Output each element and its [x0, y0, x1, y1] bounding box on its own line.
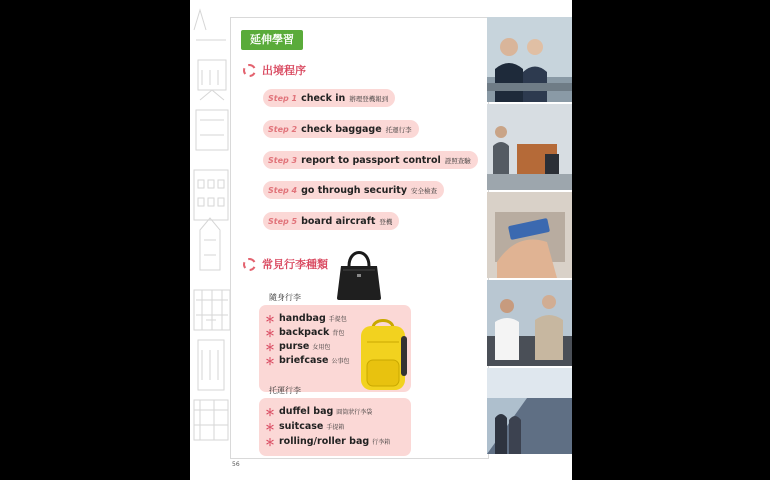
list-item: ＊ purse 女用包 [265, 341, 331, 354]
list-item: ＊ suitcase 手提箱 [265, 421, 345, 434]
checked-list [259, 398, 411, 456]
city-skyline-illustration [190, 0, 234, 480]
dashed-circle-icon [243, 258, 256, 271]
step-1: Step 1 check in 辦理登機報到 [263, 89, 395, 107]
step-5: Step 5 board aircraft 登機 [263, 212, 399, 230]
list-item: ＊ duffel bag 圓筒狀行李袋 [265, 406, 373, 419]
boarding-photo [487, 368, 572, 454]
step-4: Step 4 go through security 安全檢查 [263, 181, 444, 199]
baggage-photo [487, 104, 572, 190]
backpack-illustration [355, 316, 411, 394]
list-item: ＊ rolling/roller bag 行李箱 [265, 436, 391, 449]
dashed-circle-icon [243, 64, 256, 77]
checked-title: 托運行李 [269, 386, 301, 395]
page-number: 56 [232, 461, 240, 468]
security-photo [487, 280, 572, 366]
handbag-illustration [335, 244, 383, 302]
book-page [190, 0, 572, 480]
passport-photo [487, 192, 572, 278]
carry-on-title: 隨身行李 [269, 293, 301, 302]
step-3: Step 3 report to passport control 證照查驗 [263, 151, 478, 169]
check-in-photo [487, 17, 572, 102]
luggage-heading: 常見行李種類 [243, 256, 328, 272]
list-item: ＊ handbag 手提包 [265, 313, 347, 326]
list-item: ＊ briefcase 公事包 [265, 355, 350, 368]
section-tag: 延伸學習 [241, 30, 303, 50]
list-item: ＊ backpack 背包 [265, 327, 345, 340]
procedure-heading: 出境程序 [243, 62, 306, 78]
step-2: Step 2 check baggage 托運行李 [263, 120, 419, 138]
content-panel [230, 17, 489, 459]
